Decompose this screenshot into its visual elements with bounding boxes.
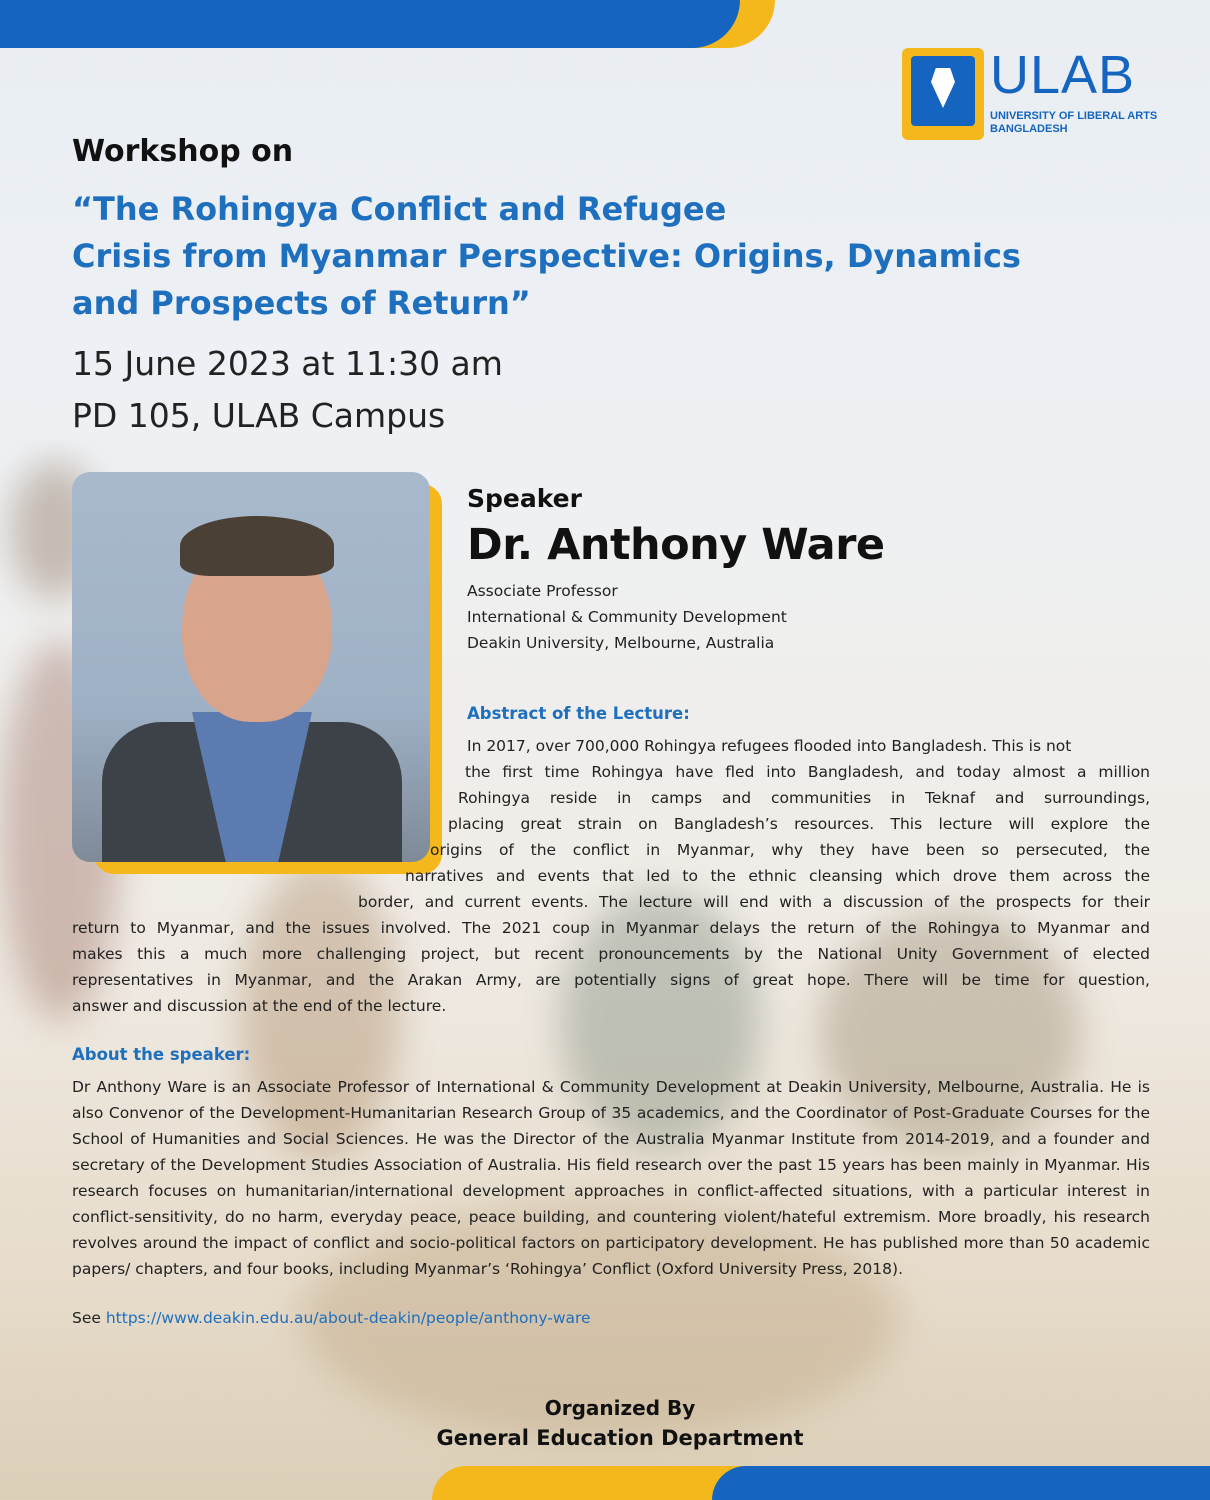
abstract-line: origins of the conflict in Myanmar, why they have been so persecuted, the — [430, 841, 1150, 859]
ulab-seal-icon — [902, 48, 984, 140]
speaker-university: Deakin University, Melbourne, Australia — [467, 634, 775, 652]
organized-by-label: Organized By — [544, 1396, 696, 1420]
top-accent-bar-blue — [0, 0, 740, 48]
logo-wordmark: ULAB — [990, 45, 1136, 105]
event-title — [72, 186, 1072, 327]
abstract-line: the first time Rohingya have fled into Bangladesh, and today almost a million — [465, 763, 1150, 781]
abstract-line: representatives in Myanmar, and the Arakan Army, are potentially signs of great hope. There will be time for question, — [72, 971, 1150, 989]
see-label: See — [72, 1309, 101, 1327]
workshop-label: Workshop on — [72, 134, 294, 169]
speaker-department: International & Community Development — [467, 608, 787, 626]
event-venue: PD 105, ULAB Campus — [72, 396, 446, 435]
about-heading: About the speaker: — [72, 1045, 251, 1064]
event-title-line: Crisis from Myanmar Perspective: Origins, Dynamics — [72, 237, 1021, 275]
logo-subtitle-line1: UNIVERSITY OF LIBERAL ARTS — [990, 110, 1158, 122]
about-body: Dr Anthony Ware is an Associate Professor of International & Community Development at Deakin University, Melbourne, Australia. He is also Convenor of the Development-Humanitarian Research Group of 35 academics, and the Coordinator of Post-Graduate Courses for the School of Humanities and Social Sciences. He was the Director of the Australia Myanmar Institute from 2014-2019, and a founder and secretary of the Development Studies Association of Australia. His field research over the past 15 years has been mainly in Myanmar. His research focuses on humanitarian/international development approaches in conflict-affected situations, with a particular interest in conflict-sensitivity, do no harm, everyday peace, peace building, and countering violent/hateful extremism. More broadly, his research revolves around the impact of conflict and socio-political factors on participatory development. He has published more than 50 academic papers/ chapters, and four books, including Myanmar’s ‘Rohingya’ Conflict (Oxford University Press, 2018). — [72, 1078, 1150, 1278]
speaker-label: Speaker — [467, 484, 582, 513]
abstract-line: narratives and events that led to the ethnic cleansing which drove them across the — [405, 867, 1150, 885]
organizer-department: General Education Department — [436, 1426, 804, 1450]
event-title-line: “The Rohingya Conflict and Refugee — [72, 190, 727, 228]
bottom-accent-bar-blue — [712, 1466, 1210, 1500]
abstract-heading: Abstract of the Lecture: — [467, 704, 690, 723]
see-line — [72, 1309, 591, 1327]
speaker-photo — [72, 472, 430, 862]
event-date-time: 15 June 2023 at 11:30 am — [72, 344, 503, 383]
abstract-line: makes this a much more challenging project, but recent pronouncements by the National Unity Government of elected — [72, 945, 1150, 963]
speaker-profile-link[interactable]: https://www.deakin.edu.au/about-deakin/people/anthony-ware — [105, 1309, 591, 1327]
event-title-line: and Prospects of Return” — [72, 284, 531, 322]
abstract-line: border, and current events. The lecture will end with a discussion of the prospects for their — [358, 893, 1150, 911]
abstract-line: placing great strain on Bangladesh’s resources. This lecture will explore the — [448, 815, 1150, 833]
abstract-line: In 2017, over 700,000 Rohingya refugees flooded into Bangladesh. This is not — [467, 737, 1072, 755]
abstract-line: return to Myanmar, and the issues involved. The 2021 coup in Myanmar delays the return of the Rohingya to Myanmar and — [72, 919, 1150, 937]
speaker-name: Dr. Anthony Ware — [467, 520, 885, 570]
ulab-logo — [902, 45, 1162, 148]
logo-subtitle-line2: BANGLADESH — [990, 123, 1068, 135]
abstract-line: answer and discussion at the end of the lecture. — [72, 997, 447, 1015]
abstract-line: Rohingya reside in camps and communities in Teknaf and surroundings, — [458, 789, 1150, 807]
speaker-title: Associate Professor — [467, 582, 618, 600]
